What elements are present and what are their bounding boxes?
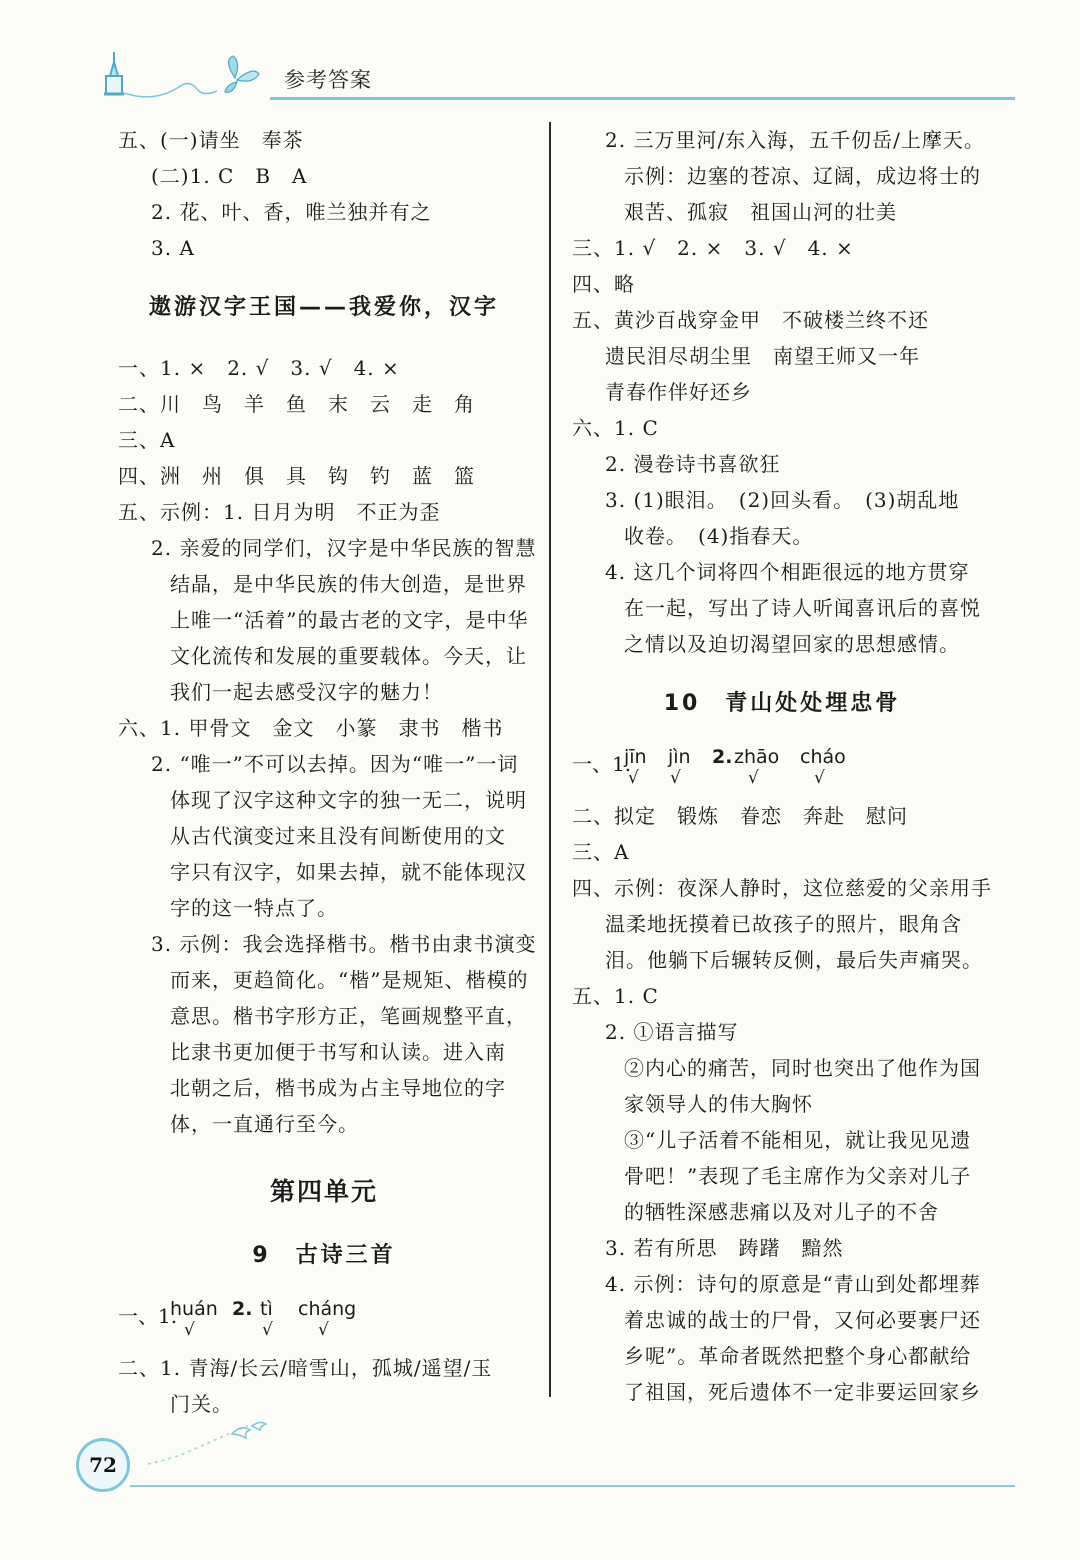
lesson-heading: 9 古诗三首 — [252, 1243, 396, 1268]
answer-line: 六、1. C — [572, 416, 659, 440]
item-number: 2. — [712, 746, 733, 768]
answer-line: 六、1. 甲骨文 金文 小篆 隶书 楷书 — [118, 716, 504, 740]
answer-line: 2. 漫卷诗书喜欲狂 — [605, 452, 781, 476]
answer-line: 五、(一)请坐 奉茶 — [118, 128, 304, 152]
column-divider — [549, 122, 551, 1397]
answer-line: 五、1. C — [572, 984, 659, 1008]
answer-line: 三、A — [572, 840, 630, 864]
answer-line: 之情以及迫切渴望回家的思想感情。 — [624, 632, 960, 656]
answer-line: 四、洲 州 俱 具 钩 钓 蓝 篮 — [118, 464, 475, 488]
check-mark-icon: √ — [262, 1320, 273, 1340]
answer-line: 乡呢”。革命者既然把整个身心都献给 — [624, 1344, 972, 1368]
answer-line: 我们一起去感受汉字的魅力！ — [170, 680, 443, 704]
answer-line: 3. (1)眼泪。 (2)回头看。 (3)胡乱地 — [605, 488, 960, 512]
answer-line: 上唯一“活着”的最古老的文字，是中华 — [170, 608, 529, 632]
answer-line: 2. ①语言描写 — [605, 1020, 739, 1044]
answer-line: 二、1. 青海/长云/暗雪山，孤城/遥望/玉 — [118, 1356, 493, 1380]
header-rule — [270, 97, 1015, 100]
pinyin: cháo — [800, 746, 846, 768]
answer-line: 结晶，是中华民族的伟大创造，是世界 — [170, 572, 527, 596]
answer-line: 遗民泪尽胡尘里 南望王师又一年 — [605, 344, 920, 368]
answer-line: 着忠诚的战士的尸骨，又何必要裹尸还 — [624, 1308, 981, 1332]
answer-line: 二、川 鸟 羊 鱼 末 云 走 角 — [118, 392, 475, 416]
item-number: 2. — [232, 1298, 253, 1320]
answer-line: 的牺牲深感悲痛以及对儿子的不舍 — [624, 1200, 939, 1224]
answer-line: 文化流传和发展的重要载体。今天，让 — [170, 644, 527, 668]
pinyin: tì — [260, 1298, 273, 1320]
answer-line: 三、1. √ 2. × 3. √ 4. × — [572, 236, 854, 260]
right-column — [572, 122, 992, 1410]
answer-line: 四、略 — [572, 272, 635, 296]
check-mark-icon: √ — [748, 768, 759, 788]
answer-line: 2. 花、叶、香，唯兰独并有之 — [151, 200, 432, 224]
answer-line: 示例：边塞的苍凉、辽阔，成边将士的 — [624, 164, 981, 188]
answer-line: 2. 三万里河/东入海，五千仞岳/上摩天。 — [605, 128, 985, 152]
check-mark-icon: √ — [814, 768, 825, 788]
answer-line: 温柔地抚摸着已故孩子的照片，眼角含 — [605, 912, 962, 936]
answer-line: 2. 亲爱的同学们，汉字是中华民族的智慧 — [151, 536, 537, 560]
answer-line: 从古代演变过来且没有间断使用的文 — [170, 824, 506, 848]
answer-line: 二、拟定 锻炼 眷恋 奔赴 慰问 — [572, 804, 908, 828]
answer-line: 意思。楷书字形方正，笔画规整平直， — [170, 1004, 527, 1028]
answer-line: 骨吧！”表现了毛主席作为父亲对儿子 — [624, 1164, 972, 1188]
pinyin: jīn — [624, 746, 647, 768]
left-column — [118, 122, 537, 1422]
answer-line: ③“儿子活着不能相见，就让我见见遗 — [624, 1128, 972, 1152]
pinyin: huán — [170, 1298, 218, 1320]
answer-line: 字只有汉字，如果去掉，就不能体现汉 — [170, 860, 527, 884]
pinyin-answer-row — [572, 746, 992, 798]
answer-line: 了祖国，死后遗体不一定非要运回家乡 — [624, 1380, 981, 1404]
answer-line: 四、示例：夜深人静时，这位慈爱的父亲用手 — [572, 876, 992, 900]
answer-line: 泪。他躺下后辗转反侧，最后失声痛哭。 — [605, 948, 983, 972]
header-title: 参考答案 — [284, 68, 372, 92]
check-mark-icon: √ — [318, 1320, 329, 1340]
check-mark-icon: √ — [184, 1320, 195, 1340]
pinyin-answer-row — [118, 1298, 530, 1350]
answer-line: 门关。 — [170, 1392, 233, 1416]
answer-line: 比隶书更加便于书写和认读。进入南 — [170, 1040, 506, 1064]
answer-line: 五、黄沙百战穿金甲 不破楼兰终不还 — [572, 308, 929, 332]
answer-line: (二)1. C B A — [151, 164, 308, 188]
answer-line: 三、A — [118, 428, 176, 452]
pinyin-row-label: 一、1. — [572, 752, 632, 776]
answer-line: 3. A — [151, 236, 195, 260]
answer-line: 2. “唯一”不可以去掉。因为“唯一”一词 — [151, 752, 519, 776]
answer-line: 体，一直通行至今。 — [170, 1112, 359, 1136]
footer-rule — [130, 1485, 1015, 1487]
answer-line: 4. 示例：诗句的原意是“青山到处都埋葬 — [605, 1272, 981, 1296]
section-heading: 遨游汉字王国——我爱你，汉字 — [148, 295, 499, 320]
answer-line: 收卷。 (4)指春天。 — [624, 524, 814, 548]
unit-heading: 第四单元 — [269, 1177, 378, 1206]
answer-line: 一、1. × 2. √ 3. √ 4. × — [118, 356, 400, 380]
pinyin: zhāo — [734, 746, 780, 768]
pinyin-row-label: 一、1. — [118, 1304, 178, 1328]
answer-line: 家领导人的伟大胸怀 — [624, 1092, 813, 1116]
answer-line: 4. 这几个词将四个相距很远的地方贯穿 — [605, 560, 970, 584]
answer-line: 艰苦、孤寂 祖国山河的壮美 — [624, 200, 897, 224]
answer-line: ②内心的痛苦，同时也突出了他作为国 — [624, 1056, 981, 1080]
lesson-heading: 10 青山处处埋忠骨 — [663, 691, 901, 716]
bird-swirl-decoration — [140, 1412, 280, 1472]
answer-line: 体现了汉字这种文字的独一无二，说明 — [170, 788, 527, 812]
lantern-butterfly-decoration — [90, 38, 290, 108]
answer-line: 在一起，写出了诗人听闻喜讯后的喜悦 — [624, 596, 981, 620]
check-mark-icon: √ — [628, 768, 639, 788]
answer-line: 北朝之后，楷书成为占主导地位的字 — [170, 1076, 506, 1100]
pinyin: cháng — [298, 1298, 357, 1320]
page-header — [0, 0, 1080, 110]
answer-line: 字的这一特点了。 — [170, 896, 338, 920]
answer-line: 五、示例：1. 日月为明 不正为歪 — [118, 500, 441, 524]
page-number: 72 — [76, 1438, 130, 1492]
answer-line: 青春作伴好还乡 — [605, 380, 752, 404]
check-mark-icon: √ — [670, 768, 681, 788]
pinyin: jìn — [668, 746, 691, 768]
answer-line: 3. 若有所思 踌躇 黯然 — [605, 1236, 844, 1260]
answer-line: 而来，更趋简化。“楷”是规矩、楷模的 — [170, 968, 529, 992]
answer-line: 3. 示例：我会选择楷书。楷书由隶书演变 — [151, 932, 537, 956]
